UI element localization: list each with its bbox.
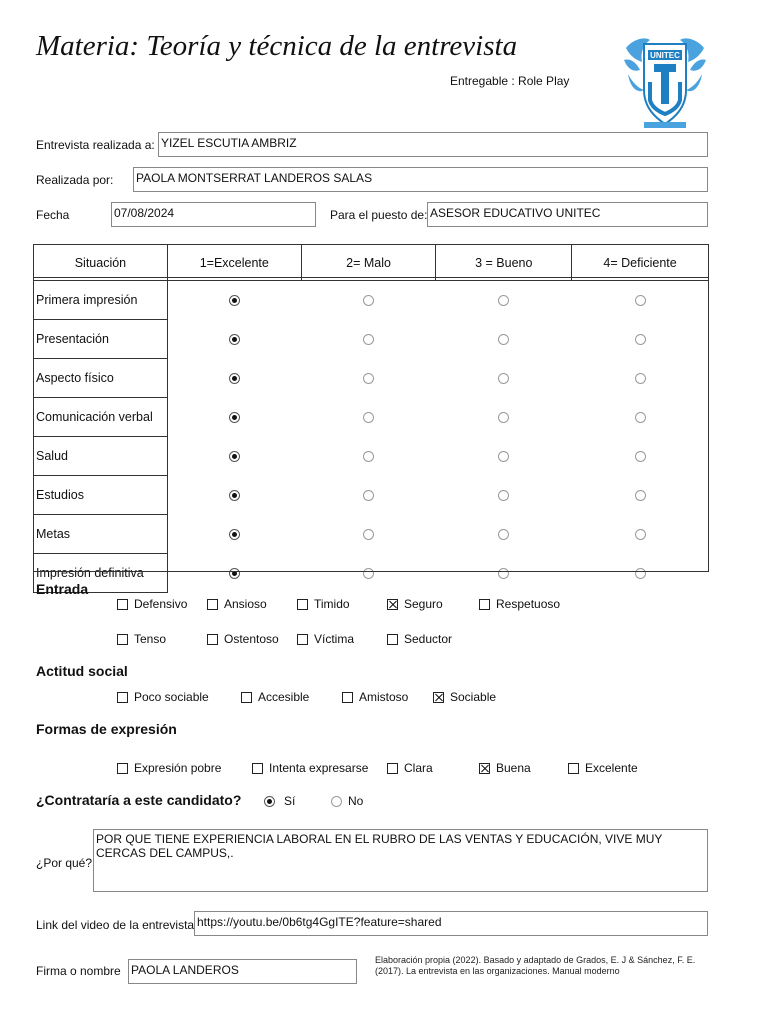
rating-radio-3[interactable] <box>498 490 509 501</box>
actitud-title: Actitud social <box>36 663 128 679</box>
checkbox-label: Seguro <box>404 597 443 611</box>
interviewee-field[interactable]: YIZEL ESCUTIA AMBRIZ <box>158 132 708 157</box>
table-row <box>34 515 709 554</box>
checkbox-label: Intenta expresarse <box>269 761 369 775</box>
situation-label: Primera impresión <box>34 281 168 320</box>
checkbox[interactable] <box>252 763 263 774</box>
rating-cell <box>436 437 572 476</box>
interviewer-field[interactable]: PAOLA MONTSERRAT LANDEROS SALAS <box>133 167 708 192</box>
date-label: Fecha <box>36 208 70 222</box>
checkbox-label: Sociable <box>450 690 497 704</box>
rating-radio-4[interactable] <box>635 568 646 579</box>
checkbox[interactable] <box>207 599 218 610</box>
table-row <box>34 398 709 437</box>
signature-label: Firma o nombre <box>36 964 121 978</box>
rating-cell <box>167 437 301 476</box>
rating-cell <box>572 476 709 515</box>
checkbox-label: Seductor <box>404 632 453 646</box>
rating-cell <box>301 437 436 476</box>
position-field[interactable]: ASESOR EDUCATIVO UNITEC <box>427 202 708 227</box>
rating-cell <box>167 554 301 593</box>
rating-cell <box>301 515 436 554</box>
rating-radio-3[interactable] <box>498 295 509 306</box>
rating-radio-1[interactable] <box>229 373 240 384</box>
entrada-option[interactable] <box>207 597 267 611</box>
checkbox-label: Tenso <box>134 632 167 646</box>
rating-radio-1[interactable] <box>229 490 240 501</box>
rating-radio-2[interactable] <box>363 451 374 462</box>
table-row <box>34 476 709 515</box>
expresion-option[interactable] <box>479 761 531 775</box>
rating-cell <box>572 515 709 554</box>
header-excelente: 1=Excelente <box>167 245 301 281</box>
rating-cell <box>572 320 709 359</box>
rating-radio-3[interactable] <box>498 412 509 423</box>
table-row <box>34 437 709 476</box>
checkbox-label: Ansioso <box>224 597 267 611</box>
checkbox[interactable] <box>297 634 308 645</box>
rating-radio-4[interactable] <box>635 373 646 384</box>
rating-radio-2[interactable] <box>363 412 374 423</box>
rating-radio-1[interactable] <box>229 451 240 462</box>
rating-cell <box>301 359 436 398</box>
logo-text: UNITEC <box>650 51 680 60</box>
checkbox[interactable] <box>342 692 353 703</box>
entrada-option[interactable] <box>117 597 187 611</box>
checkbox[interactable] <box>297 599 308 610</box>
checkbox[interactable] <box>207 634 218 645</box>
rating-radio-2[interactable] <box>363 529 374 540</box>
rating-cell <box>301 476 436 515</box>
rating-radio-2[interactable] <box>363 373 374 384</box>
table-row <box>34 320 709 359</box>
position-label: Para el puesto de: <box>330 208 428 222</box>
date-field[interactable]: 07/08/2024 <box>111 202 316 227</box>
rating-radio-2[interactable] <box>363 295 374 306</box>
rating-cell <box>301 320 436 359</box>
expresion-title: Formas de expresión <box>36 721 177 737</box>
checkbox[interactable] <box>387 634 398 645</box>
interviewer-label: Realizada por: <box>36 173 114 187</box>
checkbox[interactable] <box>387 599 398 610</box>
rating-cell <box>572 359 709 398</box>
rating-cell <box>436 281 572 320</box>
rating-cell <box>436 554 572 593</box>
rating-radio-1[interactable] <box>229 295 240 306</box>
hire-no-radio[interactable] <box>331 796 342 807</box>
actitud-option[interactable] <box>117 690 209 704</box>
entrada-option[interactable] <box>117 632 166 646</box>
situation-label: Comunicación verbal <box>34 398 168 437</box>
actitud-option[interactable] <box>433 690 496 704</box>
page-title: Materia: Teoría y técnica de la entrevista <box>36 30 518 62</box>
rating-cell <box>167 476 301 515</box>
situation-label: Estudios <box>34 476 168 515</box>
rating-radio-3[interactable] <box>498 451 509 462</box>
rating-cell <box>572 437 709 476</box>
checkbox-label: Amistoso <box>359 690 409 704</box>
hire-no-label: No <box>348 794 364 808</box>
actitud-option[interactable] <box>342 690 408 704</box>
signature-field[interactable]: PAOLA LANDEROS <box>128 959 357 984</box>
rating-cell <box>167 359 301 398</box>
rating-radio-1[interactable] <box>229 334 240 345</box>
entrada-option[interactable] <box>387 597 443 611</box>
entrada-option[interactable] <box>207 632 279 646</box>
checkbox[interactable] <box>117 763 128 774</box>
situation-label: Metas <box>34 515 168 554</box>
checkbox[interactable] <box>479 763 490 774</box>
situation-label: Impresión definitiva <box>34 554 168 593</box>
rating-cell <box>436 320 572 359</box>
rating-cell <box>572 554 709 593</box>
rating-radio-4[interactable] <box>635 295 646 306</box>
checkbox-label: Ostentoso <box>224 632 279 646</box>
table-row <box>34 281 709 320</box>
checkbox[interactable] <box>241 692 252 703</box>
hire-question: ¿Contrataría a este candidato? <box>36 792 242 808</box>
hire-yes-label: Sí <box>284 794 296 808</box>
rating-cell <box>167 515 301 554</box>
rating-cell <box>301 554 436 593</box>
entrada-option[interactable] <box>297 597 350 611</box>
hire-yes-radio[interactable] <box>264 796 275 807</box>
rating-cell <box>167 281 301 320</box>
expresion-option[interactable] <box>252 761 368 775</box>
table-row <box>34 554 709 593</box>
video-link-field[interactable]: https://youtu.be/0b6tg4GgITE?feature=shared <box>194 911 708 936</box>
rating-cell <box>436 476 572 515</box>
checkbox[interactable] <box>568 763 579 774</box>
table-header-row <box>34 245 709 281</box>
reason-field[interactable]: POR QUE TIENE EXPERIENCIA LABORAL EN EL RUBRO DE LAS VENTAS Y EDUCACIÓN, VIVE MUY CERCAS DEL CAMPUS,. <box>93 829 708 892</box>
rating-radio-1[interactable] <box>229 412 240 423</box>
expresion-option[interactable] <box>117 761 221 775</box>
expresion-option[interactable] <box>387 761 433 775</box>
rating-cell <box>572 398 709 437</box>
checkbox-label: Expresión pobre <box>134 761 222 775</box>
checkbox-label: Excelente <box>585 761 638 775</box>
entrada-option[interactable] <box>387 632 452 646</box>
evaluation-table <box>33 244 709 593</box>
checkbox-label: Respetuoso <box>496 597 561 611</box>
rating-cell <box>572 281 709 320</box>
checkbox[interactable] <box>433 692 444 703</box>
hire-yes-option[interactable] <box>264 794 295 808</box>
rating-cell <box>301 398 436 437</box>
rating-radio-3[interactable] <box>498 529 509 540</box>
rating-cell <box>436 515 572 554</box>
checkbox-label: Víctima <box>314 632 355 646</box>
header-malo: 2= Malo <box>301 245 436 281</box>
checkbox[interactable] <box>117 692 128 703</box>
rating-cell <box>436 359 572 398</box>
entrada-option[interactable] <box>479 597 560 611</box>
deliverable-label: Entregable : Role Play <box>450 74 570 88</box>
rating-cell <box>167 320 301 359</box>
header-deficiente: 4= Deficiente <box>572 245 709 281</box>
situation-label: Aspecto físico <box>34 359 168 398</box>
source-note: Elaboración propia (2022). Basado y adaptado de Grados, E. J & Sánchez, F. E. (2017). La entrevista en las organizaciones. Manual moderno <box>375 955 696 976</box>
rating-radio-3[interactable] <box>498 568 509 579</box>
checkbox-label: Poco sociable <box>134 690 209 704</box>
interviewee-label: Entrevista realizada a: <box>36 138 155 152</box>
rating-radio-1[interactable] <box>229 568 240 579</box>
rating-radio-4[interactable] <box>635 490 646 501</box>
rating-radio-2[interactable] <box>363 490 374 501</box>
rating-radio-3[interactable] <box>498 334 509 345</box>
entrada-title: Entrada <box>36 581 89 597</box>
rating-radio-4[interactable] <box>635 529 646 540</box>
rating-cell <box>167 398 301 437</box>
checkbox-label: Timido <box>314 597 350 611</box>
actitud-option[interactable] <box>241 690 309 704</box>
checkbox-label: Clara <box>404 761 433 775</box>
video-label: Link del video de la entrevista <box>36 918 195 932</box>
rating-radio-1[interactable] <box>229 529 240 540</box>
header-situacion: Situación <box>34 245 168 281</box>
rating-radio-4[interactable] <box>635 451 646 462</box>
rating-cell <box>436 398 572 437</box>
entrada-option[interactable] <box>297 632 354 646</box>
table-row <box>34 359 709 398</box>
checkbox-label: Buena <box>496 761 531 775</box>
rating-radio-4[interactable] <box>635 412 646 423</box>
checkbox-label: Defensivo <box>134 597 188 611</box>
checkbox[interactable] <box>117 634 128 645</box>
rating-radio-2[interactable] <box>363 334 374 345</box>
checkbox[interactable] <box>479 599 490 610</box>
hire-no-option[interactable] <box>331 794 363 808</box>
unitec-logo <box>622 30 708 130</box>
checkbox[interactable] <box>387 763 398 774</box>
situation-label: Salud <box>34 437 168 476</box>
expresion-option[interactable] <box>568 761 638 775</box>
rating-radio-4[interactable] <box>635 334 646 345</box>
checkbox[interactable] <box>117 599 128 610</box>
rating-radio-3[interactable] <box>498 373 509 384</box>
reason-label: ¿Por qué? <box>36 856 93 870</box>
rating-radio-2[interactable] <box>363 568 374 579</box>
header-bueno: 3 = Bueno <box>436 245 572 281</box>
checkbox-label: Accesible <box>258 690 310 704</box>
rating-cell <box>301 281 436 320</box>
situation-label: Presentación <box>34 320 168 359</box>
